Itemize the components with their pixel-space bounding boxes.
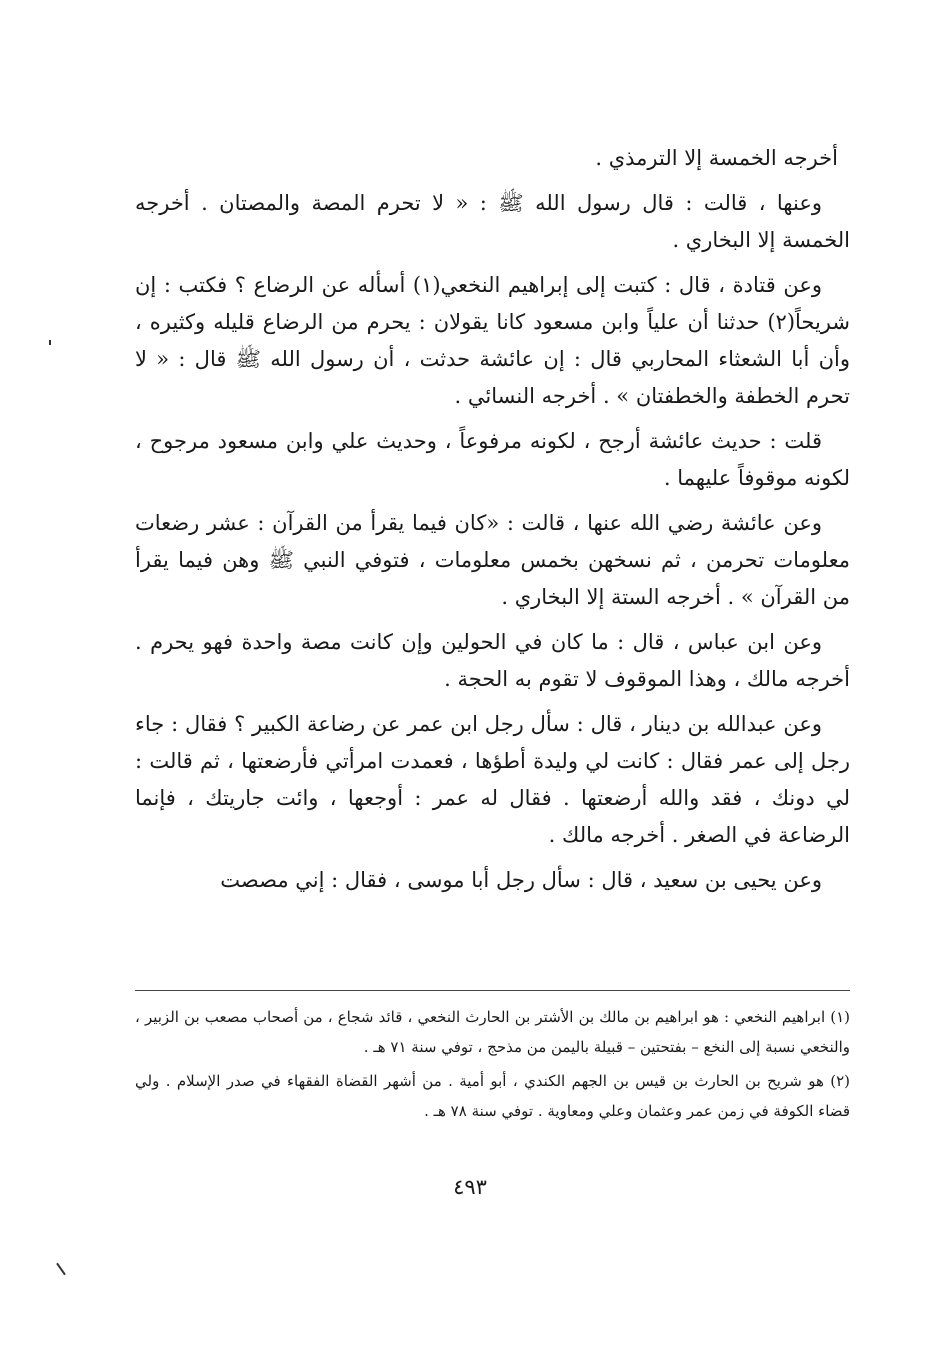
footnote: (٢) هو شريح بن الحارث بن قيس بن الجهم الكندي ، أبو أمية . من أشهر القضاة الفقهاء في صدر الإسلام . ولي قضاء الكوفة في زمن عمر وعثمان وعلي ومعاوية . توفي سنة ٧٨ هـ . — [135, 1072, 850, 1120]
paragraph: وعن يحيى بن سعيد ، قال : سأل رجل أبا موسى ، فقال : إني مصصت — [220, 868, 822, 892]
paragraph: وعنها ، قالت : قال رسول الله ﷺ : « لا تحرم المصة والمصتان . أخرجه الخمسة إلا البخاري . — [135, 191, 850, 252]
paragraph: وعن ابن عباس ، قال : ما كان في الحولين وإن كانت مصة واحدة فهو يحرم . أخرجه مالك ، وهذا الموقوف لا تقوم به الحجة . — [135, 630, 850, 691]
paragraph: وعن قتادة ، قال : كتبت إلى إبراهيم النخعي(١) أسأله عن الرضاع ؟ فكتب : إن شريحاً(٢) حدثنا أن علياً وابن مسعود كانا يقولان : يحرم من الرضاع قليله وكثيره ، وأن أبا الشعثاء المحاربي قال : إن عائشة حدثت ، أن رسول الله ﷺ قال : « لا تحرم الخطفة والخطفتان » . أخرجه النسائي . — [135, 273, 850, 408]
paragraph: وعن عائشة رضي الله عنها ، قالت : «كان فيما يقرأ من القرآن : عشر رضعات معلومات تحرمن ، ثم نسخهن بخمس معلومات ، فتوفي النبي ﷺ وهن فيما يقرأ من القرآن » . أخرجه الستة إلا البخاري . — [135, 511, 850, 609]
page-number: ٤٩٣ — [453, 1175, 487, 1199]
scan-speck — [49, 340, 51, 345]
scan-speck — [56, 1263, 66, 1276]
footnote-separator — [135, 990, 850, 991]
paragraph: أخرجه الخمسة إلا الترمذي . — [595, 146, 838, 170]
footnote: (١) ابراهيم النخعي : هو ابراهيم بن مالك بن الأشتر بن الحارث النخعي ، قائد شجاع ، من أصحاب مصعب بن الزبير ، والنخعي نسبة إلى النخع – بفتحتين – قبيلة باليمن من مذحج ، توفي سنة ٧١ هـ . — [135, 1008, 850, 1056]
footnotes — [135, 1002, 850, 1130]
paragraph: قلت : حديث عائشة أرجح ، لكونه مرفوعاً ، وحديث علي وابن مسعود مرجوح ، لكونه موقوفاً عليهما . — [135, 429, 850, 490]
main-text — [135, 140, 850, 907]
paragraph: وعن عبدالله بن دينار ، قال : سأل رجل ابن عمر عن رضاعة الكبير ؟ فقال : جاء رجل إلى عمر فقال : كانت لي وليدة أطؤها ، فعمدت امرأتي فأرضعتها ، ثم قالت : لي دونك ، فقد والله أرضعتها . فقال له عمر : أوجعها ، وائت جاريتك ، فإنما الرضاعة في الصغر . أخرجه مالك . — [135, 712, 850, 847]
